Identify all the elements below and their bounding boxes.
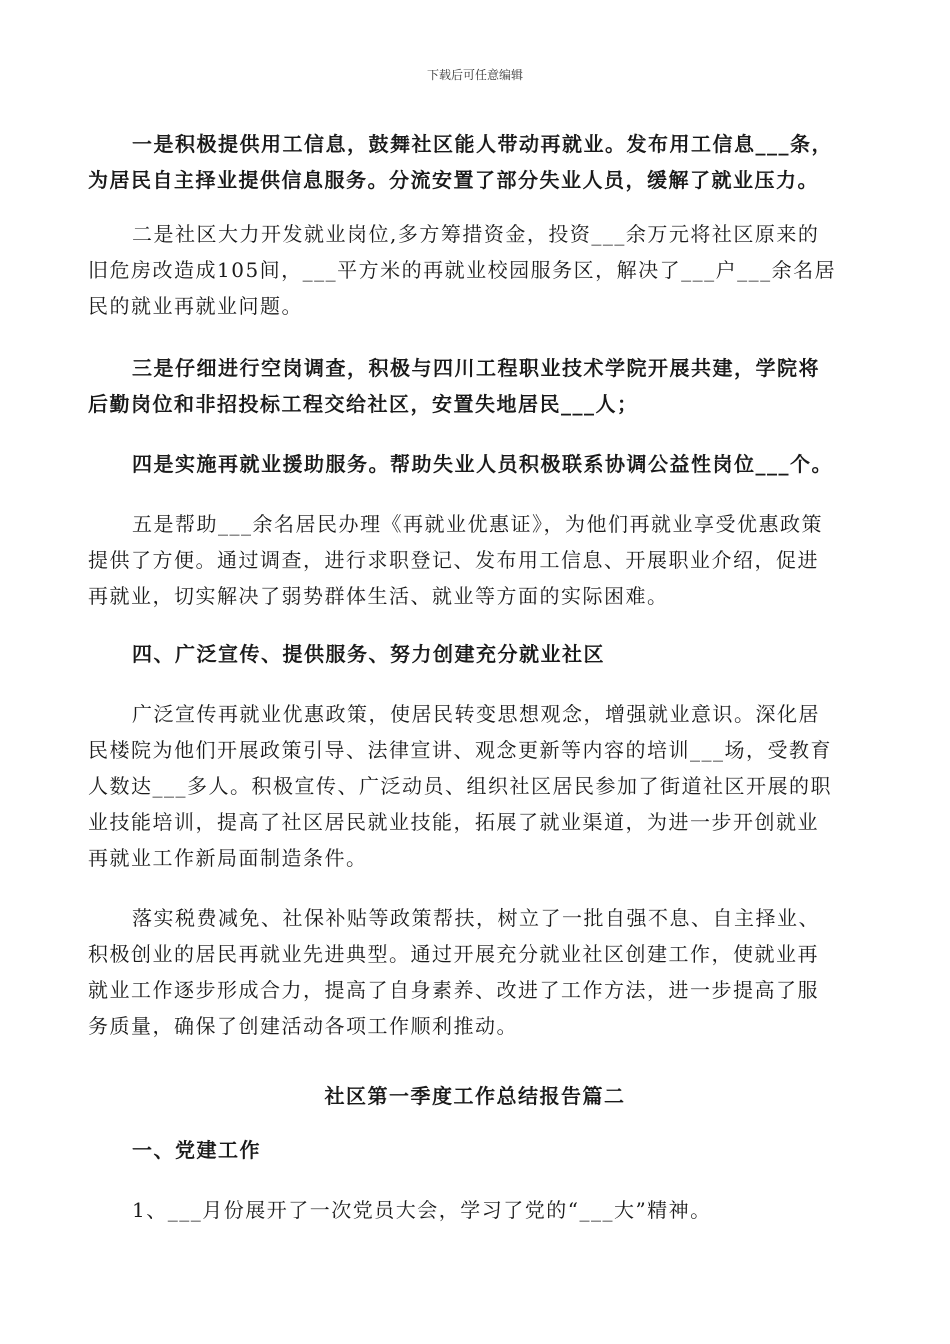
paragraph-2 [88, 216, 863, 324]
paragraph-line: 落实税费减免、社保补贴等政策帮扶，树立了一批自强不息、自主择业、 [132, 906, 820, 930]
paragraph-3 [88, 350, 863, 422]
paragraph-line: 三是仔细进行空岗调查，积极与四川工程职业技术学院开展共建，学院将 [132, 356, 820, 380]
paragraph-1 [88, 126, 863, 198]
heading-line: 四、广泛宣传、提供服务、努力创建充分就业社区 [132, 642, 605, 666]
paragraph-line: 为居民自主择业提供信息服务。分流安置了部分失业人员，缓解了就业压力。 [88, 168, 819, 192]
paragraph-line: 1、___月份展开了一次党员大会，学习了党的“___大”精神。 [132, 1198, 712, 1222]
paragraph-line: 就业工作逐步形成合力，提高了自身素养、改进了工作方法，进一步提高了服 [88, 978, 819, 1002]
paragraph-5 [88, 506, 863, 614]
paragraph-line: 五是帮助___余名居民办理《再就业优惠证》，为他们再就业享受优惠政策 [132, 512, 823, 536]
paragraph-7 [88, 696, 863, 876]
paragraph-line: 民楼院为他们开展政策引导、法律宣讲、观念更新等内容的培训___场，受教育 [88, 738, 832, 762]
paragraph-line: 后勤岗位和非招投标工程交给社区，安置失地居民___人； [88, 392, 639, 416]
section-title: 社区第一季度工作总结报告篇二 [324, 1084, 626, 1108]
paragraph-line: 一是积极提供用工信息，鼓舞社区能人带动再就业。发布用工信息___条， [132, 132, 833, 156]
subheading-party-building [88, 1132, 863, 1168]
paragraph-8 [88, 900, 863, 1044]
paragraph-line: 广泛宣传再就业优惠政策，使居民转变思想观念，增强就业意识。深化居 [132, 702, 820, 726]
paragraph-line: 再就业工作新局面制造条件。 [88, 846, 368, 870]
paragraph-4 [88, 446, 863, 482]
paragraph-line: 提供了方便。通过调查，进行求职登记、发布用工信息、开展职业介绍，促进 [88, 548, 819, 572]
paragraph-line: 民的就业再就业问题。 [88, 294, 303, 318]
header-note: 下载后可任意编辑 [426, 68, 523, 82]
paragraph-line: 再就业，切实解决了弱势群体生活、就业等方面的实际困难。 [88, 584, 669, 608]
paragraph-line: 二是社区大力开发就业岗位,多方筹措资金，投资___余万元将社区原来的 [132, 222, 820, 246]
list-item-1 [88, 1192, 863, 1228]
paragraph-line: 四是实施再就业援助服务。帮助失业人员积极联系协调公益性岗位___个。 [132, 452, 833, 476]
heading-line: 一、党建工作 [132, 1138, 261, 1162]
section-heading-four [88, 636, 863, 672]
paragraph-line: 积极创业的居民再就业先进典型。通过开展充分就业社区创建工作，使就业再 [88, 942, 819, 966]
paragraph-line: 人数达___多人。积极宣传、广泛动员、组织社区居民参加了街道社区开展的职 [88, 774, 832, 798]
paragraph-line: 旧危房改造成105间，___平方米的再就业校园服务区，解决了___户___余名居 [88, 258, 837, 282]
paragraph-line: 业技能培训，提高了社区居民就业技能，拓展了就业渠道，为进一步开创就业 [88, 810, 819, 834]
paragraph-line: 务质量，确保了创建活动各项工作顺利推动。 [88, 1014, 518, 1038]
